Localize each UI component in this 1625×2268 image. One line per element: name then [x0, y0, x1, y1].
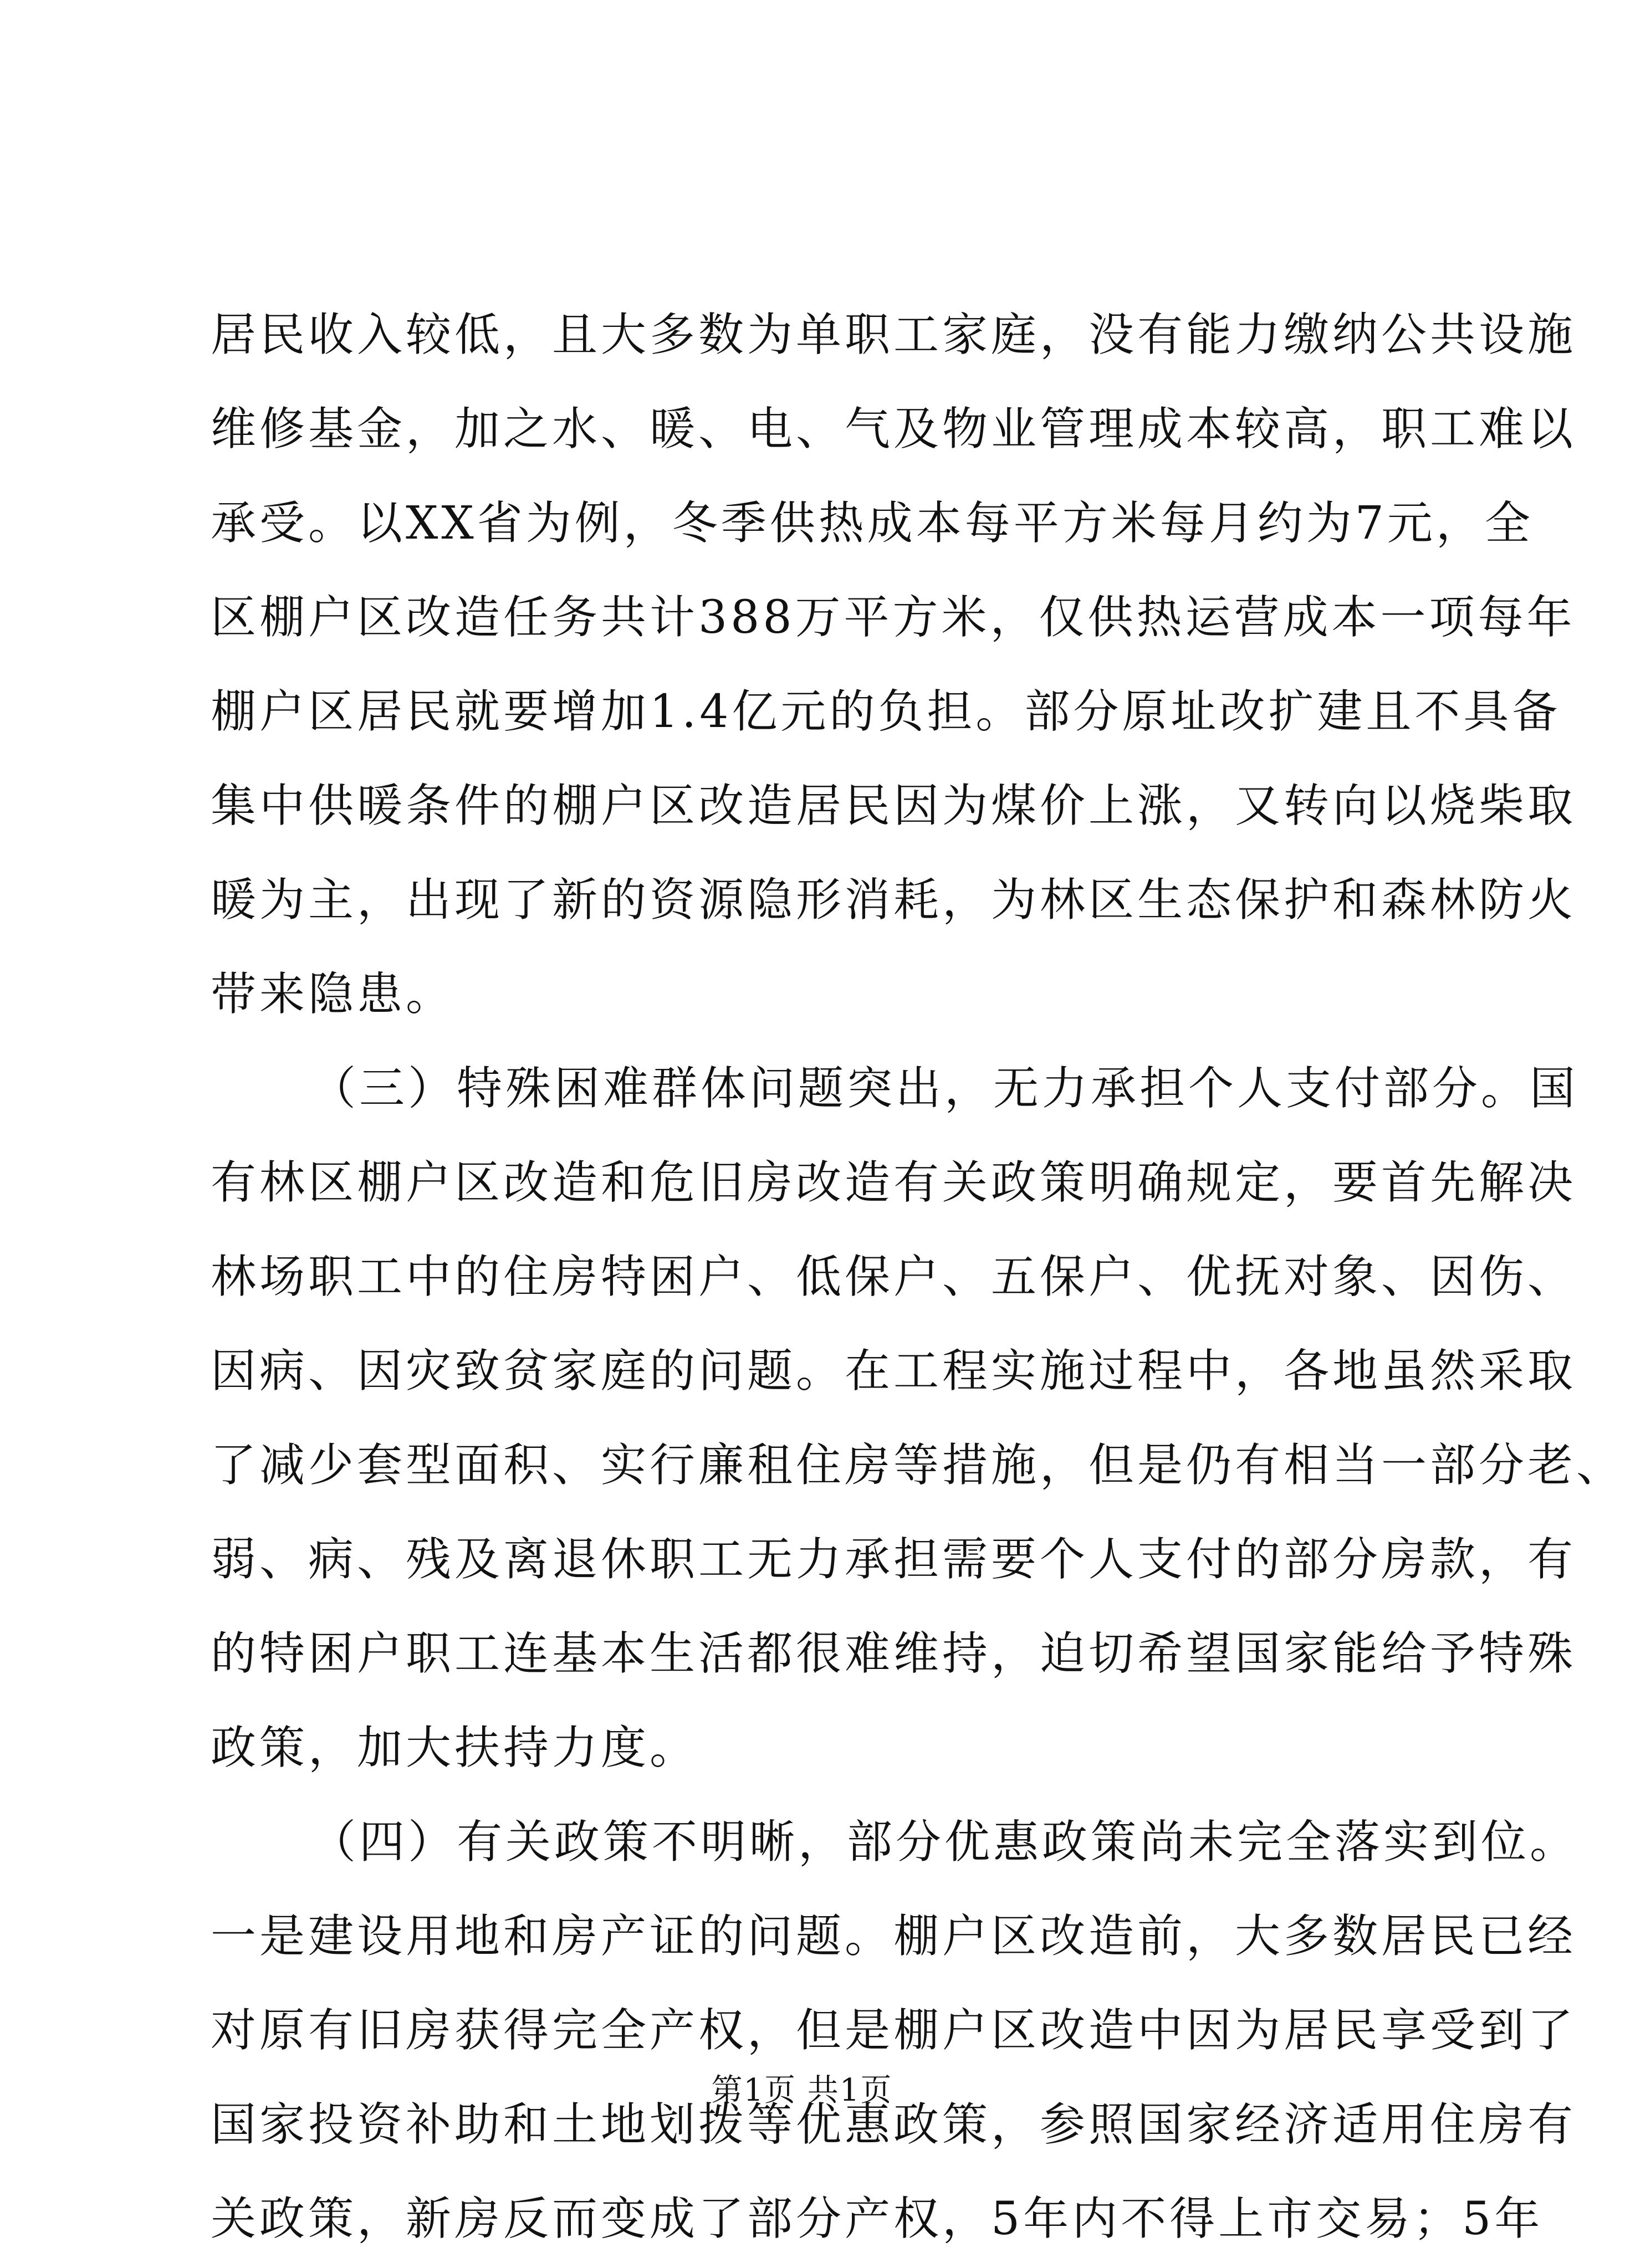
text-line: 弱、病、残及离退休职工无力承担需要个人支付的部分房款，有	[211, 1533, 1577, 1586]
text-line: 有林区棚户区改造和危旧房改造有关政策明确规定，要首先解决	[211, 1156, 1577, 1209]
text-line: 区棚户区改造任务共计388万平方米，仅供热运营成本一项每年	[211, 591, 1576, 644]
text-line: 集中供暖条件的棚户区改造居民因为煤价上涨，又转向以烧柴取	[211, 780, 1577, 832]
text-line: 居民收入较低，且大多数为单职工家庭，没有能力缴纳公共设施	[211, 309, 1577, 361]
text-line: 政策，加大扶持力度。	[211, 1722, 699, 1774]
text-line: 承受。以XX省为例，冬季供热成本每平方米每月约为7元，全	[211, 497, 1534, 550]
text-line: 了减少套型面积、实行廉租住房等措施，但是仍有相当一部分老、	[211, 1439, 1625, 1492]
paragraph-heading-3: （三）特殊困难群体问题突出，无力承担个人支付部分。国	[310, 1062, 1579, 1115]
text-line: 的特困户职工连基本生活都很难维持，迫切希望国家能给予特殊	[211, 1627, 1577, 1680]
text-line: 因病、因灾致贫家庭的问题。在工程实施过程中，各地虽然采取	[211, 1345, 1577, 1397]
text-line: 对原有旧房获得完全产权，但是棚户区改造中因为居民享受到了	[211, 2004, 1577, 2057]
text-line: 暖为主，出现了新的资源隐形消耗，为林区生态保护和森林防火	[211, 874, 1577, 926]
text-line: 一是建设用地和房产证的问题。棚户区改造前，大多数居民已经	[211, 1910, 1577, 1963]
text-line: 维修基金，加之水、暖、电、气及物业管理成本较高，职工难以	[211, 403, 1577, 455]
text-line: 林场职工中的住房特困户、低保户、五保户、优抚对象、因伤、	[211, 1251, 1577, 1303]
text-line: 带来隐患。	[211, 968, 455, 1021]
paragraph-heading-4: （四）有关政策不明晰，部分优惠政策尚未完全落实到位。	[310, 1816, 1579, 1868]
text-line: 关政策，新房反而变成了部分产权，5年内不得上市交易；5年	[211, 2193, 1544, 2245]
page-footer: 第1页 共1页	[711, 2072, 893, 2108]
text-line: 棚户区居民就要增加1.4亿元的负担。部分原址改扩建且不具备	[211, 685, 1561, 738]
text-line: 国家投资补助和土地划拨等优惠政策，参照国家经济适用住房有	[211, 2098, 1577, 2151]
body-text	[211, 288, 1625, 2266]
